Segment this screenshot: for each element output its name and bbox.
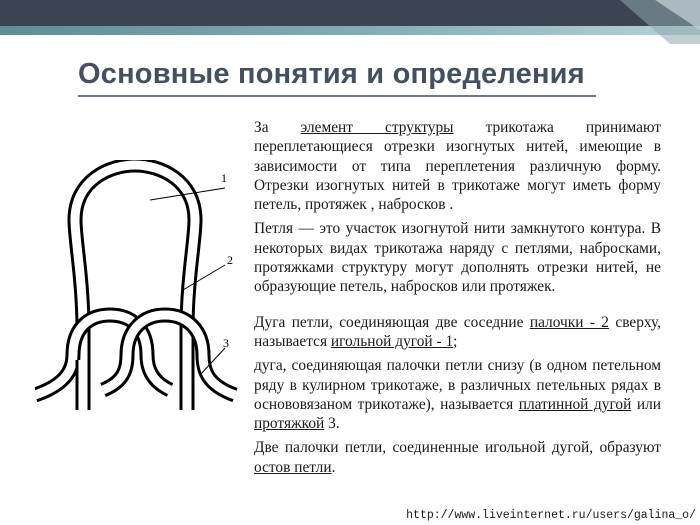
title-underline bbox=[78, 95, 596, 97]
paragraph-loop: Петля — это участок изогнутой нити замкнутого контура. В некоторых видах трикотажа наряду с петлями, набросками, протяжками структуру могут дополнять отрезки нитей, не образующие петель, набросков или протяжек. bbox=[254, 220, 661, 296]
term-sinker-arc: платинной дугой bbox=[518, 395, 632, 413]
source-url: http://www.liveinternet.ru/users/galina_o/ bbox=[406, 509, 696, 522]
paragraph-needle-arc: Дуга петли, соединяющая две соседние палочки - 2 сверху, называется игольной дугой - 1; bbox=[254, 313, 662, 350]
callout-label-3: 3 bbox=[223, 336, 229, 350]
term-needle-arc: игольной дугой - 1 bbox=[330, 332, 454, 350]
corner-decoration bbox=[560, 0, 700, 44]
paragraph-structure-element: За элемент структуры трикотажа принимают переплетающиеся отрезки изогнутых нитей, имеющие в зависимости от типа переплетения различную форму. Отрезки изогнутых нитей в трикотаже могут иметь форму петель, протяжек , набросков . bbox=[254, 119, 662, 214]
paragraph-sinker-arc: дуга, соединяющая палочки петли снизу (в одном петельном ряду в кулирном трикотаже, в различных петельных рядах в основовязаном трикотаже), называется платинной дугой или протяжкой 3. bbox=[254, 357, 661, 433]
term-loop-frame: остов петли bbox=[254, 458, 332, 476]
slide-title: Основные понятия и определения bbox=[78, 58, 585, 90]
callout-label-1: 1 bbox=[221, 171, 227, 185]
paragraph-loop-frame: Две палочки петли, соединенные игольной дугой, образуют остов петли. bbox=[254, 439, 661, 476]
definitions-text bbox=[254, 118, 661, 482]
loop-diagram bbox=[35, 160, 260, 440]
callout-label-2: 2 bbox=[227, 253, 233, 267]
term-structure-element: элемент структуры bbox=[300, 119, 454, 136]
term-float: протяжкой bbox=[254, 415, 325, 433]
main-loop bbox=[75, 165, 195, 410]
term-sticks: палочки - 2 bbox=[529, 313, 609, 331]
